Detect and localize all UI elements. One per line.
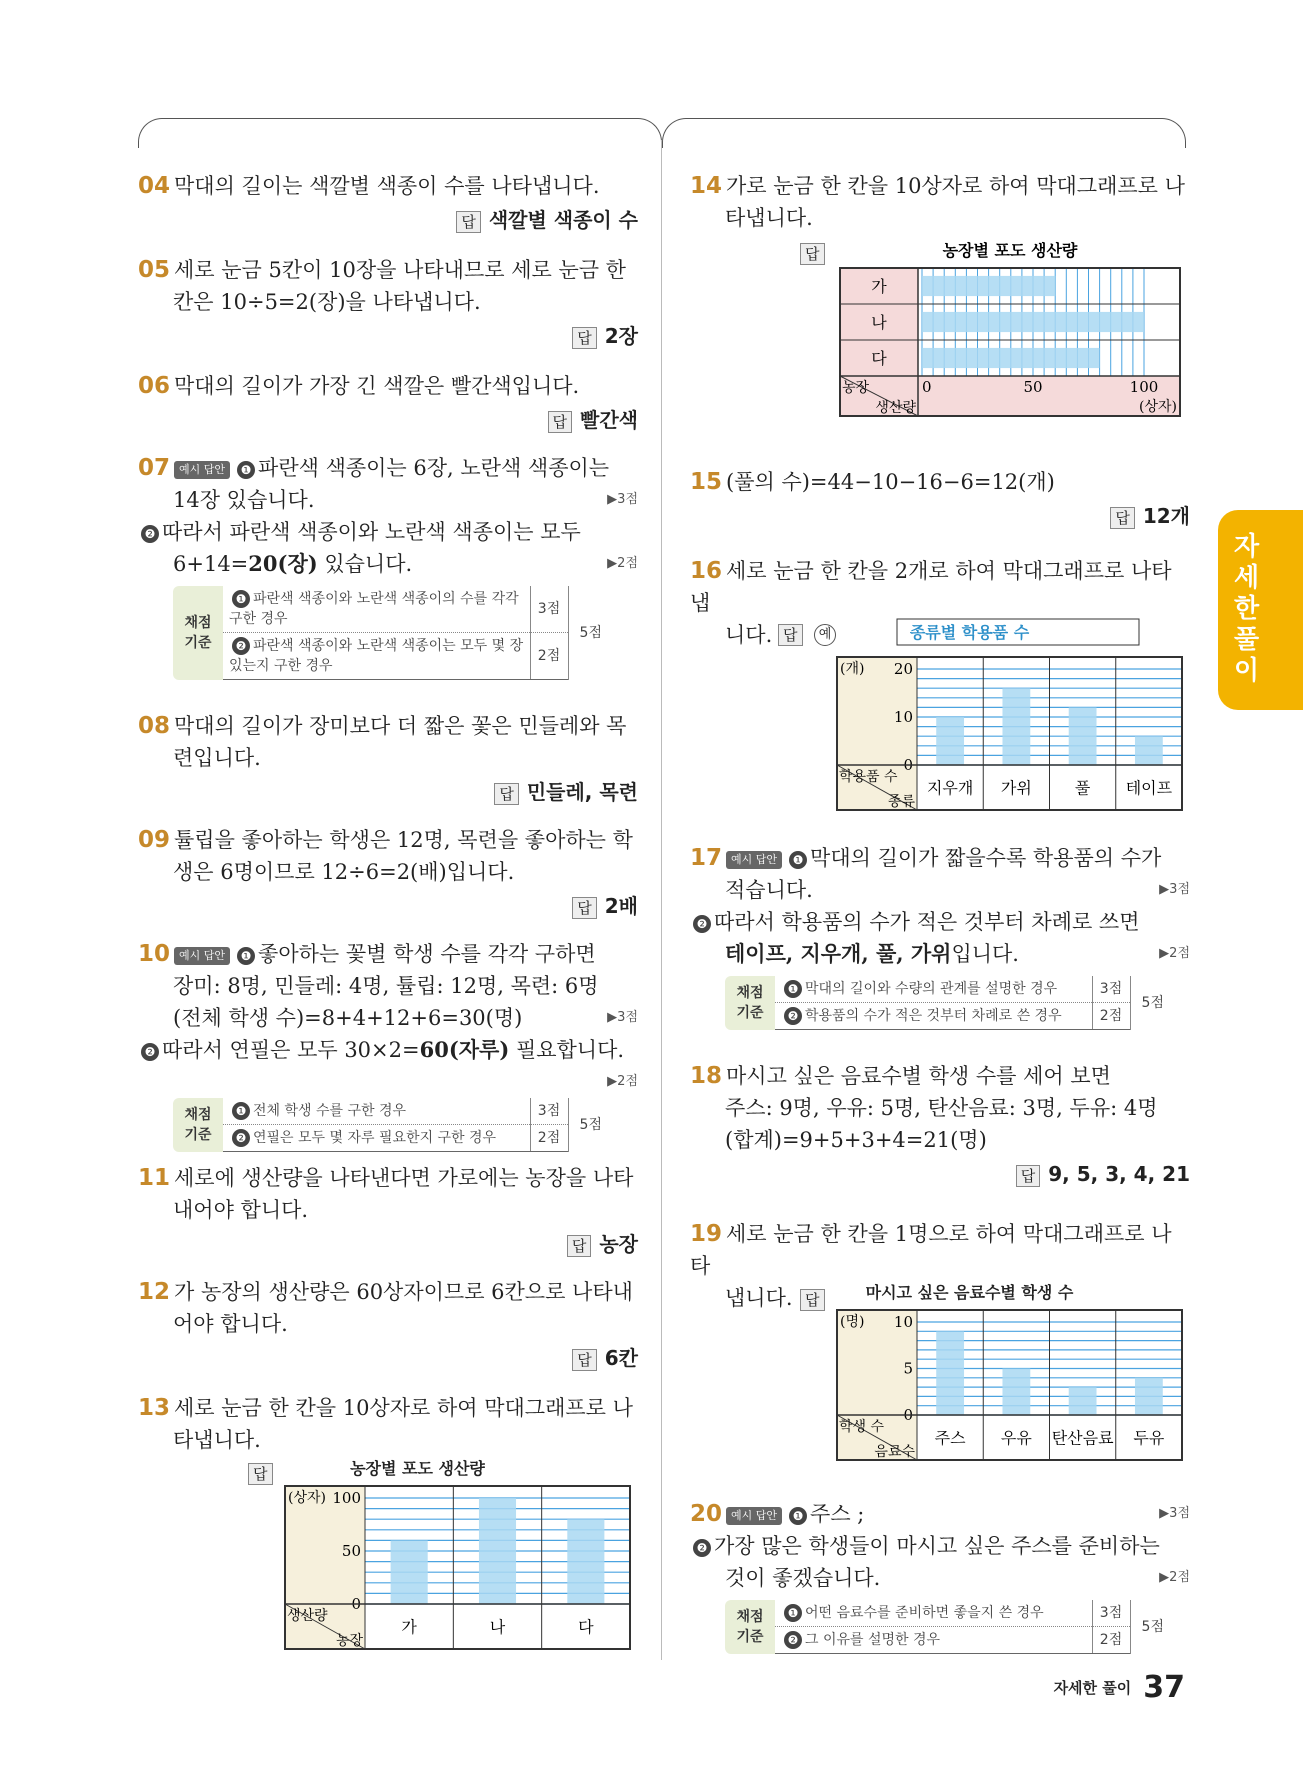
q07-scoring-table: [173, 586, 613, 680]
q10-line4b: 60(자루): [419, 1037, 510, 1062]
q07-total-points: 5점: [568, 586, 613, 680]
q15-number: 15: [690, 469, 723, 495]
q07-criterion2-points: 2점: [530, 633, 568, 680]
q17-line3: 따라서 학용품의 수가 적은 것부터 차례로 쓰면: [714, 910, 1140, 934]
q08-line1: 막대의 길이가 장미보다 더 짧은 꽃은 민들레와 목: [174, 714, 627, 738]
y-tick-label: 50: [341, 1542, 361, 1560]
q17-number: 17: [690, 845, 723, 871]
q11-answer-text: 농장: [599, 1232, 638, 1256]
q17-line4a: 테이프, 지우개, 풀, 가위: [725, 941, 952, 966]
page-number: 37: [1143, 1670, 1185, 1705]
q06: [138, 370, 638, 436]
step1-icon: ❶: [789, 851, 807, 869]
category-label: 테이프: [1125, 778, 1173, 798]
q17-line4b: 입니다.: [951, 942, 1019, 966]
bar-다: [567, 1519, 604, 1604]
example-badge: 예시 답안: [174, 947, 230, 965]
q10-line2: 장미: 8명, 민들레: 4명, 튤립: 12명, 목련: 6명: [173, 974, 599, 998]
step1-icon: ❶: [237, 461, 255, 479]
answer-badge: 답: [567, 1235, 592, 1257]
q10-line3: (전체 학생 수)=8+4+12+6=30(명): [173, 1006, 523, 1030]
q10-line1: 좋아하는 꽃별 학생 수를 각각 구하면: [258, 942, 596, 966]
step1-icon: ❶: [789, 1507, 807, 1525]
chart-q14: [835, 238, 1185, 443]
q19-line1: 세로 눈금 한 칸을 1명으로 하여 막대그래프로 나타: [690, 1222, 1172, 1278]
q17-criterion1-points: 3점: [1092, 976, 1130, 1003]
category-label: 가: [401, 1617, 417, 1637]
corner-bottom-label: 생산량: [875, 400, 916, 416]
bar-다: [922, 348, 1100, 368]
q07: [138, 452, 638, 680]
q15-answer-text: 12개: [1142, 504, 1190, 528]
q20-point2: ▶2점: [1159, 1570, 1190, 1585]
y-tick-label: 0: [903, 756, 913, 774]
chart-q14-dap: 답: [800, 243, 825, 265]
side-tab-label: 자세한풀이: [1233, 532, 1260, 686]
example-badge: 예시 답안: [726, 851, 782, 869]
step1-icon: ❶: [237, 947, 255, 965]
q17-point2: ▶2점: [1159, 946, 1190, 961]
category-label: 나: [871, 313, 887, 332]
q20-criterion2: 그 이유를 설명한 경우: [805, 1632, 941, 1648]
q10-point1: ▶3점: [607, 1010, 638, 1025]
q07-line4a: 6+14=: [173, 552, 249, 576]
answer-badge: 답: [494, 783, 519, 805]
q09-line1: 튤립을 좋아하는 학생은 12명, 목련을 좋아하는 학: [174, 828, 633, 852]
q11-number: 11: [138, 1165, 171, 1191]
bar-나: [479, 1498, 516, 1604]
bar-탄산음료: [1069, 1387, 1097, 1415]
y-tick-label: 10: [893, 1313, 913, 1331]
category-label: 탄산음료: [1051, 1428, 1114, 1448]
q05: [138, 254, 638, 352]
bar-풀: [1069, 707, 1097, 765]
chart-q16-dap: 답: [778, 624, 803, 646]
x-tick-label: 100: [1129, 378, 1159, 396]
q05-answer-text: 2장: [604, 324, 638, 348]
q20-total-points: 5점: [1130, 1600, 1175, 1654]
corner-top-label: 학생 수: [839, 1419, 885, 1435]
chart-title: 농장별 포도 생산량: [942, 241, 1078, 260]
y-tick-label: 20: [893, 660, 913, 678]
q10-line4c: 필요합니다.: [509, 1038, 625, 1062]
q20-number: 20: [690, 1501, 723, 1527]
q17-criterion2: 학용품의 수가 적은 것부터 차례로 쓴 경우: [805, 1008, 1062, 1024]
q11: [138, 1162, 638, 1260]
q12-line2: 어야 합니다.: [173, 1312, 288, 1336]
category-label: 주스: [934, 1428, 966, 1448]
step2-icon: ❷: [141, 525, 159, 543]
q09-number: 09: [138, 827, 171, 853]
unit-label: (명): [840, 1314, 865, 1330]
q07-line2: 14장 있습니다.: [173, 488, 315, 512]
q18-answer-text: 9, 5, 3, 4, 21: [1048, 1162, 1190, 1186]
footer: [1054, 1670, 1185, 1705]
q10-point2: ▶2점: [607, 1074, 638, 1089]
q08-number: 08: [138, 713, 171, 739]
q11-line1: 세로에 생산량을 나타낸다면 가로에는 농장을 나타: [174, 1166, 634, 1190]
q06-answer: [138, 404, 638, 436]
q19-line2: 냅니다.: [725, 1286, 793, 1310]
bar-주스: [936, 1331, 964, 1415]
category-label: 지우개: [926, 778, 974, 798]
q12-answer-text: 6칸: [604, 1346, 638, 1370]
corner-bottom-label: 음료수: [874, 1444, 915, 1460]
bar-테이프: [1135, 736, 1163, 765]
q18-line3: (합계)=9+5+3+4=21(명): [725, 1128, 987, 1152]
chart-q16-example: 예: [814, 624, 836, 646]
q15-answer: [690, 500, 1190, 532]
y-tick-label: 100: [332, 1489, 361, 1507]
category-label: 가위: [1000, 778, 1032, 798]
scoring-label: 채점 기준: [173, 1098, 223, 1152]
q06-text: 막대의 길이가 가장 긴 색깔은 빨간색입니다.: [174, 374, 580, 398]
q14-line1: 가로 눈금 한 칸을 10상자로 하여 막대그래프로 나: [726, 174, 1185, 198]
q05-line2: 칸은 10÷5=2(장)을 나타냅니다.: [173, 290, 481, 314]
chart-q13: [283, 1458, 633, 1658]
left-column-frame: [138, 118, 662, 148]
scoring-label: 채점 기준: [725, 976, 775, 1030]
q19-number: 19: [690, 1221, 723, 1247]
x-tick-label: 50: [1023, 378, 1043, 396]
q17-line1: 막대의 길이가 짧을수록 학용품의 수가: [810, 846, 1162, 870]
q10-criterion2-points: 2점: [530, 1125, 568, 1152]
q20: [690, 1498, 1190, 1654]
q14: [690, 170, 1190, 234]
q09-line2: 생은 6명이므로 12÷6=2(배)입니다.: [173, 860, 515, 884]
step2-icon: ❷: [232, 1129, 250, 1147]
corner-bottom-label: 농장: [335, 1633, 363, 1649]
step1-icon: ❶: [784, 1604, 802, 1622]
bar-가: [391, 1540, 428, 1604]
q17-scoring-table: [725, 976, 1175, 1030]
category-label: 다: [871, 349, 887, 368]
q04-answer-text: 색깔별 색종이 수: [488, 208, 638, 232]
y-tick-label: 10: [893, 708, 913, 726]
q10-number: 10: [138, 941, 171, 967]
q13-line1: 세로 눈금 한 칸을 10상자로 하여 막대그래프로 나: [174, 1396, 633, 1420]
q15: [690, 466, 1190, 532]
q11-answer: [138, 1228, 638, 1260]
q10-line4a: 따라서 연필은 모두 30×2=: [162, 1038, 420, 1062]
unit-label: (상자): [1139, 399, 1177, 415]
q20-criterion1-points: 3점: [1092, 1600, 1130, 1627]
chart-title: 농장별 포도 생산량: [350, 1459, 485, 1478]
q07-line4b: 20(장): [248, 551, 318, 576]
q06-answer-text: 빨간색: [580, 408, 638, 432]
scoring-label: 채점 기준: [173, 586, 223, 680]
q17-criterion2-points: 2점: [1092, 1003, 1130, 1030]
q10-scoring-table: [173, 1098, 613, 1152]
answer-badge: 답: [572, 1349, 597, 1371]
q08-line2: 련입니다.: [173, 746, 261, 770]
side-tab: [1218, 510, 1303, 710]
answer-badge: 답: [456, 211, 481, 233]
q10-criterion1-points: 3점: [530, 1098, 568, 1125]
step2-icon: ❷: [784, 1007, 802, 1025]
chart-q13-dap: 답: [248, 1463, 273, 1485]
q18-number: 18: [690, 1063, 723, 1089]
y-tick-label: 5: [903, 1359, 913, 1378]
step2-icon: ❷: [784, 1631, 802, 1649]
answer-badge: 답: [1110, 507, 1135, 529]
q15-text: (풀의 수)=44−10−16−6=12(개): [726, 470, 1055, 494]
answer-badge: 답: [572, 327, 597, 349]
q12: [138, 1276, 638, 1374]
step2-icon: ❷: [693, 915, 711, 933]
corner-top-label: 학용품 수: [839, 769, 898, 785]
q18-line1: 마시고 싶은 음료수별 학생 수를 세어 보면: [726, 1064, 1111, 1088]
y-tick-label: 0: [351, 1595, 361, 1613]
bar-가위: [1002, 688, 1030, 765]
q18: [690, 1060, 1190, 1190]
q12-line1: 가 농장의 생산량은 60상자이므로 6칸으로 나타내: [174, 1280, 633, 1304]
footer-label: 자세한 풀이: [1053, 1679, 1132, 1697]
corner-top-label: 생산량: [287, 1608, 328, 1624]
q08: [138, 710, 638, 808]
q18-line2: 주스: 9명, 우유: 5명, 탄산음료: 3명, 두유: 4명: [725, 1096, 1158, 1120]
q17-point1: ▶3점: [1159, 882, 1190, 897]
q07-line1: 파란색 색종이는 6장, 노란색 색종이는: [258, 456, 610, 480]
scoring-label: 채점 기준: [725, 1600, 775, 1654]
q07-number: 07: [138, 455, 171, 481]
q04-number: 04: [138, 173, 171, 199]
q10-criterion1: 전체 학생 수를 구한 경우: [253, 1103, 407, 1119]
chart-q16: [835, 617, 1185, 812]
q05-line1: 세로 눈금 5칸이 10장을 나타내므로 세로 눈금 한: [174, 258, 626, 282]
q16-line2: 니다.: [725, 623, 773, 647]
corner-bottom-label: 종류: [887, 794, 915, 810]
category-label: 다: [578, 1617, 594, 1637]
q18-answer: [690, 1158, 1190, 1190]
q13: [138, 1392, 638, 1456]
q20-criterion1: 어떤 음료수를 준비하면 좋을지 쓴 경우: [805, 1605, 1044, 1621]
q17-criterion1: 막대의 길이와 수량의 관계를 설명한 경우: [805, 981, 1058, 997]
step2-icon: ❷: [232, 637, 250, 655]
q07-line3: 따라서 파란색 색종이와 노란색 색종이는 모두: [162, 520, 581, 544]
unit-label: (개): [840, 661, 865, 677]
q12-number: 12: [138, 1279, 171, 1305]
q10-total-points: 5점: [568, 1098, 613, 1152]
unit-label: (상자): [288, 1490, 326, 1506]
bar-나: [922, 312, 1144, 332]
answer-badge: 답: [572, 897, 597, 919]
example-badge: 예시 답안: [174, 461, 230, 479]
step1-icon: ❶: [232, 590, 250, 608]
category-label: 두유: [1133, 1428, 1165, 1448]
y-tick-label: 0: [903, 1406, 913, 1424]
category-label: 우유: [1000, 1428, 1032, 1448]
q05-number: 05: [138, 257, 171, 283]
q08-answer: [138, 776, 638, 808]
q07-criterion1: 파란색 색종이와 노란색 색종이의 수를 각각 구한 경우: [229, 591, 519, 627]
q08-answer-text: 민들레, 목련: [526, 780, 638, 804]
q07-criterion2: 파란색 색종이와 노란색 색종이는 모두 몇 장 있는지 구한 경우: [229, 638, 524, 674]
category-label: 가: [871, 277, 887, 296]
step1-icon: ❶: [784, 980, 802, 998]
bar-가: [922, 276, 1055, 296]
q04-answer: [138, 204, 638, 236]
q20-criterion2-points: 2점: [1092, 1627, 1130, 1654]
category-label: 나: [489, 1617, 506, 1637]
step1-icon: ❶: [232, 1102, 250, 1120]
corner-top-label: 농장: [842, 380, 870, 396]
q07-point1: ▶3점: [607, 492, 638, 507]
q09: [138, 824, 638, 922]
q16-number: 16: [690, 558, 723, 584]
q07-criterion1-points: 3점: [530, 586, 568, 633]
q09-answer: [138, 890, 638, 922]
column-divider: [661, 140, 662, 1660]
step2-icon: ❷: [141, 1043, 159, 1061]
q16-line1: 세로 눈금 한 칸을 2개로 하여 막대그래프로 나타냅: [690, 559, 1172, 615]
chart-title: 종류별 학용품 수: [909, 623, 1030, 642]
category-label: 풀: [1074, 778, 1091, 798]
x-tick-label: 0: [922, 378, 932, 396]
chart-q19: [835, 1282, 1185, 1462]
q20-point1: ▶3점: [1159, 1506, 1190, 1521]
q09-answer-text: 2배: [604, 894, 638, 918]
q04: [138, 170, 638, 236]
q13-number: 13: [138, 1395, 171, 1421]
q11-line2: 내어야 합니다.: [173, 1198, 309, 1222]
step2-icon: ❷: [693, 1539, 711, 1557]
answer-badge: 답: [548, 411, 573, 433]
q12-answer: [138, 1342, 638, 1374]
q14-line2: 타냅니다.: [725, 206, 813, 230]
right-column-frame: [662, 118, 1186, 148]
answer-badge: 답: [1016, 1165, 1041, 1187]
q20-line3: 것이 좋겠습니다.: [725, 1566, 881, 1590]
q17: [690, 842, 1190, 1030]
chart-q19-dap: 답: [800, 1289, 825, 1311]
q05-answer: [138, 320, 638, 352]
q17-total-points: 5점: [1130, 976, 1175, 1030]
example-badge: 예시 답안: [726, 1507, 782, 1525]
bar-지우개: [936, 717, 964, 765]
q20-line1: 주스 ;: [810, 1502, 865, 1526]
q20-line2: 가장 많은 학생들이 마시고 싶은 주스를 준비하는: [714, 1534, 1160, 1558]
q10: [138, 938, 638, 1152]
q14-number: 14: [690, 173, 723, 199]
q20-scoring-table: [725, 1600, 1175, 1654]
q17-line2: 적습니다.: [725, 878, 813, 902]
bar-우유: [1002, 1369, 1030, 1416]
q07-line4c: 있습니다.: [317, 552, 413, 576]
q07-point2: ▶2점: [607, 556, 638, 571]
q04-text: 막대의 길이는 색깔별 색종이 수를 나타냅니다.: [174, 174, 600, 198]
q13-line2: 타냅니다.: [173, 1428, 261, 1452]
q10-criterion2: 연필은 모두 몇 자루 필요한지 구한 경우: [253, 1130, 497, 1146]
bar-두유: [1135, 1378, 1163, 1415]
chart-title: 마시고 싶은 음료수별 학생 수: [865, 1283, 1074, 1302]
q06-number: 06: [138, 373, 171, 399]
